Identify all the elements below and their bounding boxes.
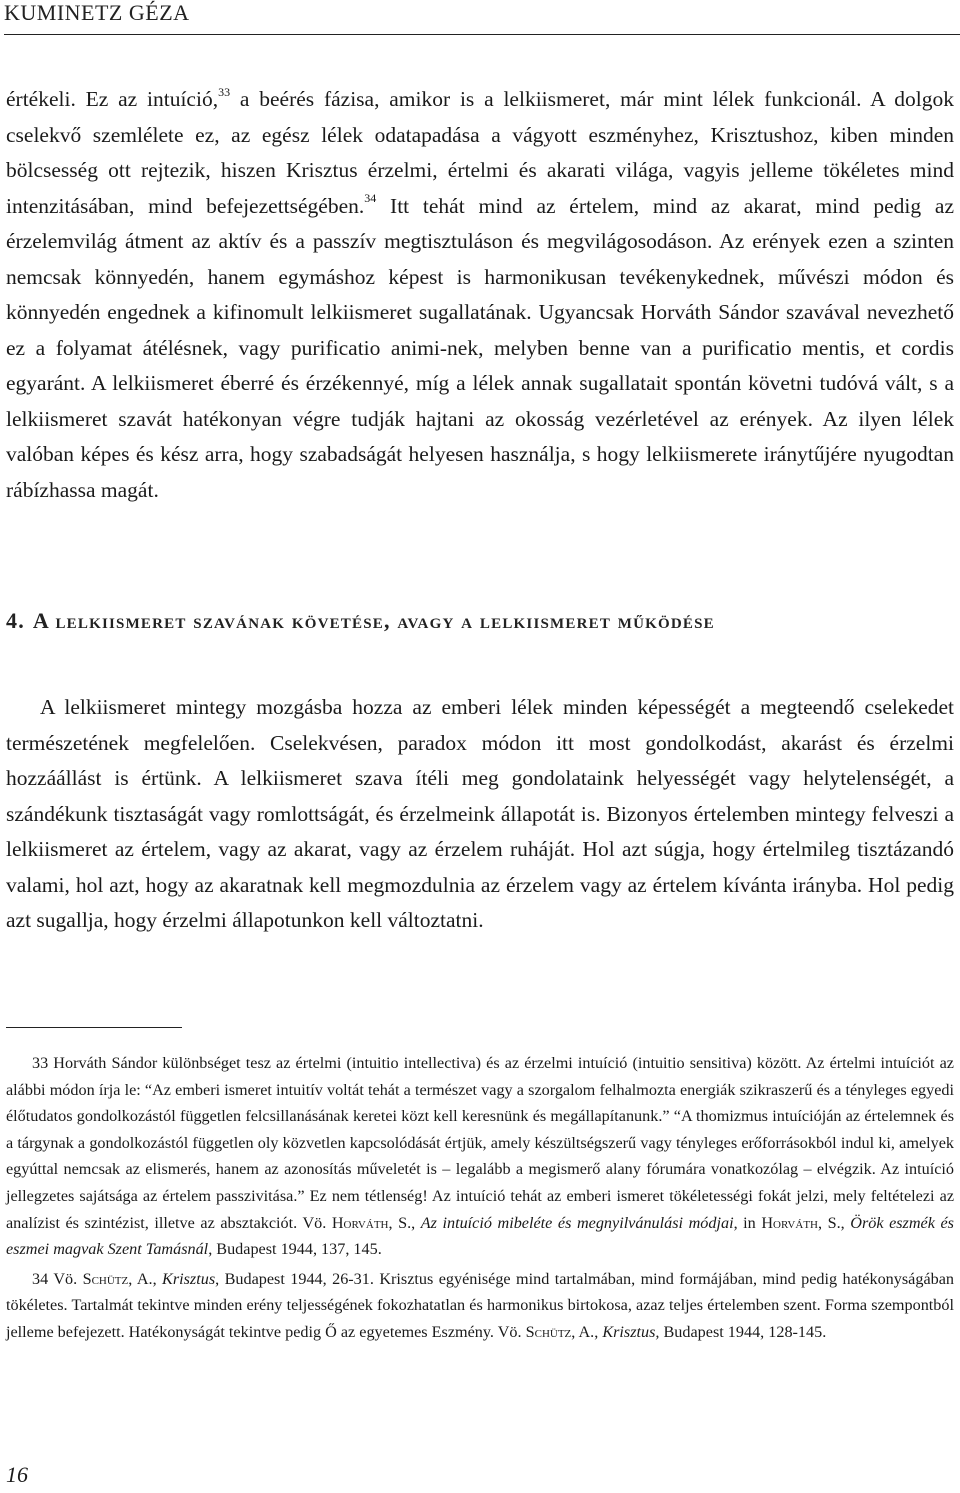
page-number: 16 (6, 1462, 28, 1487)
footnote-divider (6, 1027, 182, 1028)
footnotes (6, 1050, 954, 1349)
footnote-34: 34 Vö. Schütz, A., Krisztus, Budapest 1944, 26-31. Krisztus egyénisége mind tartalmában, mind formájában, mind pedig hatékonyságában tökéletes. Tartalmát tekintve minden erény teljességének fokozhatatlan és harmonikus birtokosa, azaz teljes értelemben szent. Forma szempontból jelleme befejezett. Hatékonyságát tekintve pedig Ő az egyetemes Eszmény. Vö. Schütz, A., Krisztus, Budapest 1944, 128-145. (6, 1269, 955, 1341)
body-paragraph (6, 82, 954, 508)
section-body (6, 690, 954, 939)
section-title: A lelkiismeret szavának követése, avagy a lelkiismeret működése (32, 608, 715, 633)
running-header (4, 0, 960, 35)
footnote-ref-34[interactable]: 34 (364, 191, 377, 206)
footnote-33: 33 Horváth Sándor különbséget tesz az értelmi (intuitio intellectiva) és az érzelmi intuíció (intuitio sensitiva) között. Az értelmi intuíciót az alábbi módon írja le: “Az emberi ismeret intuitív voltát tehát a természet vagy a szorgalom felhalmozta energiák szikraszerű és a tényleges egyedi élőtudatos gondolkozástól független felcsillanásának keretei közt kell keresnünk és megállapítanunk.” “A thomizmus intuícióján az értelemnek és a tárgynak a gondolkozástól független oly közvetlen kapcsolódását értjük, amely készültségszerű vagy tényleges erőforrásokból indul ki, amelyek egyúttal nemcsak az elismerés, hanem az azonosítás műveletét is – legalább a megismerő alany fórumára vonatkozólag – elvégzik. Az intuíció jellegzetes sajátsága az értelem passzivitása.” Ez nem tétlenség! Az intuíció tehát az emberi ismeret tökéletességi fokát jelzi, mely feltételezi az analízist és szintézist, illetve az absztakciót. Vö. Horváth, S., Az intuíció mibeléte és megnyilvánulási módjai, in Horváth, S., Örök eszmék és eszmei magvak Szent Tamásnál, Budapest 1944, 137, 145. (6, 1054, 954, 1259)
paragraph-intuition: értékeli. Ez az intuíció,$^{33}$ a beérés fázisa, amikor is a lelkiismeret, már mint lélek funkcionál. A dolgok cselekvő szemlélete ez, az egész lélek odatapadása a vágyott eszményhez, Krisztushoz, kiben minden bölcsesség ott rejtezik, hiszen Krisztus érzelmi, értelmi és akarati világa, vagyis jelleme tökéletes mind intenzitásában, mind befejezettségében.$^{34}$ Itt tehát mind az értelem, mind az akarat, mind pedig az érzelemvilág átment az aktív és a passzív megtisztuláson és megvilágosodáson. Az erények ezen a szinten nemcsak könnyedén, hanem egymáshoz képest is harmonikusan tevékenykednek, művészi módon és könnyedén engednek a kifinomult lelkiismeret sugallatának. Ugyancsak Horváth Sándor szavával nevezhető ez a folyamat átélésnek, vagy purificatio animi-nek, melyben benne van a purificatio mentis, et cordis egyaránt. A lelkiismeret éberré és érzékennyé, míg a lélek annak sugallatait spontán követni tudóvá vált, s a lelkiismeret szavát hatékonyan végre tudják hajtani az okosság vezérletével az erények. Az ilyen lélek valóban képes és kész arra, hogy szabadságát helyesen használja, s hogy lelkiismerete iránytűjére nyugodtan rábízhassa magát. (6, 84, 954, 502)
section-number: 4. (6, 608, 25, 633)
section-paragraph: A lelkiismeret mintegy mozgásba hozza az emberi lélek minden képességét a megteendő cselekedet természetének megfelelően. Cselekvésen, paradox módon itt most gondolkodást, akarást és érzelmi hozzáállást is értünk. A lelkiismeret szava ítéli meg gondolataink helyességét vagy helytelenségét, a szándékunk tisztaságát vagy romlottságát, és érzelmeink állapotát is. Bizonyos értelemben mintegy felveszi a lelkiismeret az értelem, vagy az akarat, vagy az érzelem ruháját. Hol azt súgja, hogy értelmileg tisztázandó valami, hol azt, hogy az akaratnak kell megmozdulnia az érzelem vagy az értelem kívánta irányba. Hol pedig azt sugallja, hogy érzelmi állapotunkon kell változtatni. (6, 695, 954, 932)
footnote-ref-33[interactable]: 33 (218, 84, 231, 99)
running-title: KUMINETZ GÉZA (4, 0, 190, 25)
section-heading (6, 603, 946, 639)
